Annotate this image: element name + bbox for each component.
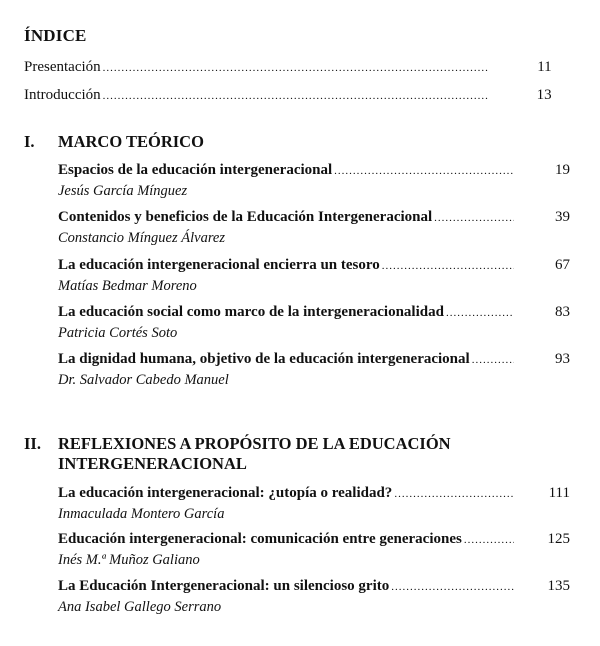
entry-author: Patricia Cortés Soto (58, 325, 178, 341)
section-heading-1 (24, 132, 518, 152)
dot-leader (391, 578, 514, 596)
entry-title: Contenidos y beneficios de la Educación Intergeneracional (58, 209, 433, 225)
entry-title: Espacios de la educación intergeneracional (58, 162, 333, 178)
section-title-line: REFLEXIONES A PROPÓSITO DE LA EDUCACIÓN (58, 434, 451, 453)
entry-title: Presentación (24, 59, 101, 75)
page-number: 93 (555, 351, 570, 367)
page-number: 39 (555, 209, 570, 225)
entry-title: Educación intergeneracional: comunicación entre generaciones (58, 531, 462, 547)
toc-entry-presentacion[interactable] (24, 58, 569, 77)
page-number: 11 (537, 59, 552, 75)
toc-entry-introduccion[interactable] (24, 86, 569, 105)
dot-leader (446, 304, 514, 322)
toc-entry[interactable] (58, 530, 570, 569)
dot-leader (382, 257, 514, 275)
page-number: 83 (555, 304, 570, 320)
section-title (58, 434, 518, 474)
dot-leader (464, 531, 514, 549)
page-number: 135 (547, 578, 570, 594)
entry-author: Constancio Mínguez Álvarez (58, 230, 225, 246)
page-number: 111 (548, 485, 570, 501)
toc-entry[interactable] (58, 484, 570, 523)
toc-entry[interactable] (58, 256, 570, 295)
entry-title: La educación intergeneracional: ¿utopía o realidad? (58, 485, 393, 501)
page-number: 13 (536, 87, 552, 103)
toc-entry[interactable] (58, 208, 570, 247)
entry-author: Dr. Salvador Cabedo Manuel (58, 372, 229, 388)
entry-author: Ana Isabel Gallego Serrano (58, 599, 222, 615)
index-title: ÍNDICE (24, 26, 87, 45)
dot-leader (103, 87, 488, 105)
toc-entry[interactable] (58, 350, 570, 389)
dot-leader (472, 351, 514, 369)
section-title-line: INTERGENERACIONAL (58, 454, 247, 473)
dot-leader (334, 162, 514, 180)
section-number: II. (24, 434, 41, 453)
toc-entry[interactable] (58, 161, 570, 200)
toc-entry[interactable] (58, 577, 570, 616)
entry-author: Inés M.ª Muñoz Galiano (58, 552, 200, 568)
entry-title: La Educación Intergeneracional: un silencioso grito (58, 578, 390, 594)
section-title: MARCO TEÓRICO (58, 132, 204, 151)
entry-author: Inmaculada Montero García (58, 506, 225, 522)
dot-leader (434, 209, 514, 227)
entry-author: Jesús García Mínguez (58, 183, 188, 199)
dot-leader (394, 485, 514, 503)
page-number: 67 (555, 257, 570, 273)
entry-title: La educación social como marco de la intergeneracionalidad (58, 304, 444, 320)
dot-leader (103, 59, 488, 77)
page-number: 19 (555, 162, 570, 178)
entry-title: La dignidad humana, objetivo de la educación intergeneracional (58, 351, 470, 367)
section-heading-2 (24, 434, 518, 474)
toc-entry[interactable] (58, 303, 570, 342)
entry-title: La educación intergeneracional encierra un tesoro (58, 257, 380, 273)
entry-title: Introducción (24, 87, 101, 103)
page-number: 125 (547, 531, 570, 547)
section-number: I. (24, 132, 35, 151)
entry-author: Matías Bedmar Moreno (58, 278, 197, 294)
